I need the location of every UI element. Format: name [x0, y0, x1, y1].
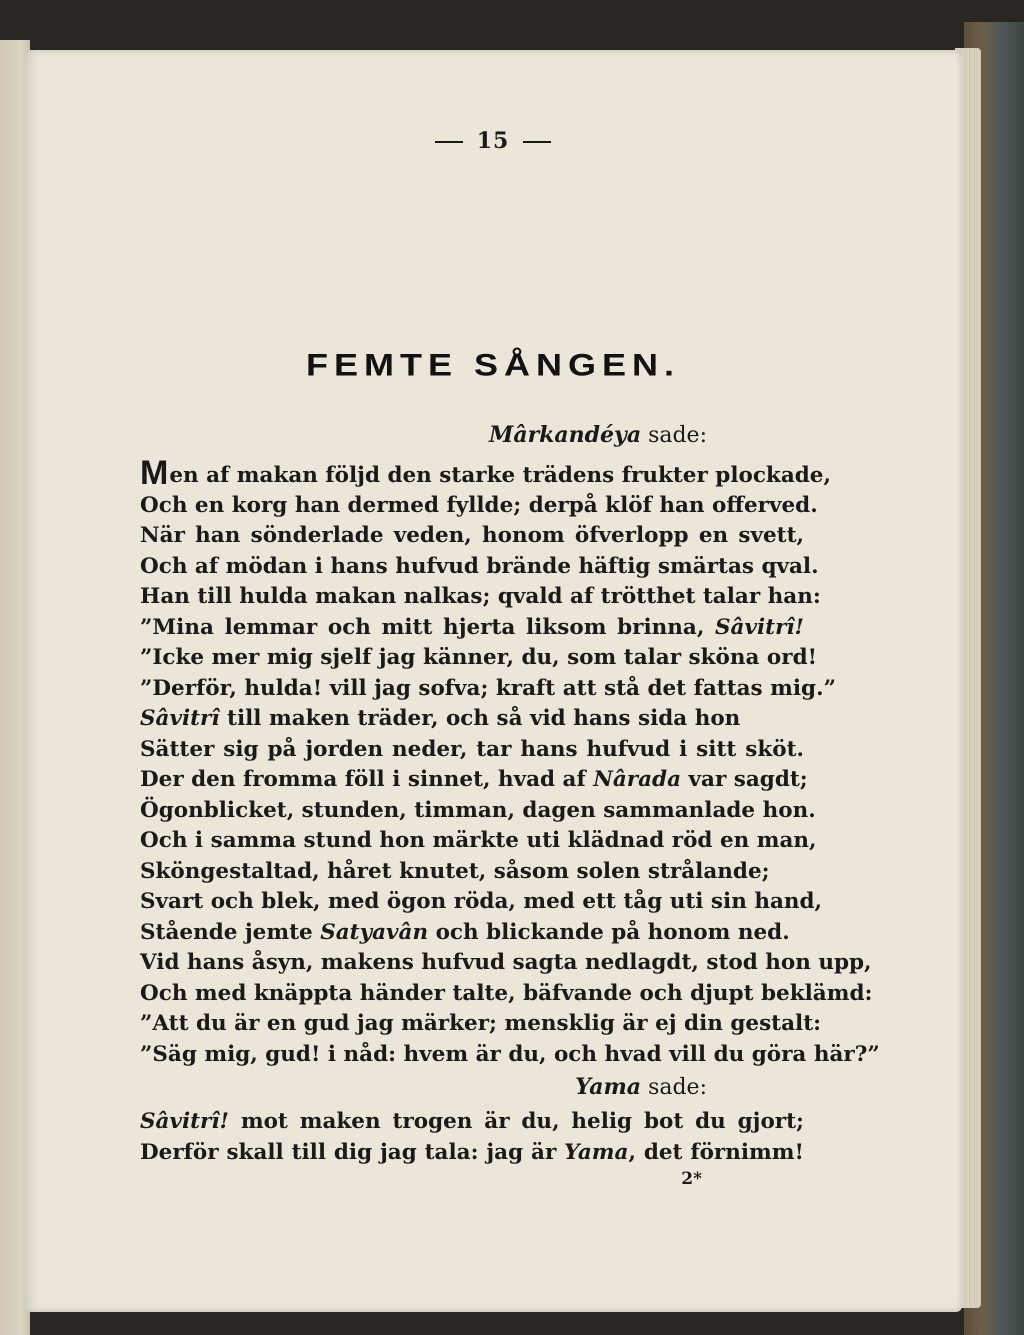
speaker-name: Yama — [575, 1074, 642, 1100]
verse-line-text: Derför skall till dig jag tala: jag är — [140, 1139, 565, 1165]
verse-line-text: , det förnimm! — [628, 1139, 804, 1165]
verse-block-2 — [140, 1107, 804, 1168]
page-number-dash-left — [435, 141, 463, 143]
verse-line-text: var sagdt; — [681, 767, 808, 792]
verse-line-22 — [140, 1138, 804, 1169]
book-page — [24, 50, 962, 1312]
verse-line-4: Och af mödan i hans hufvud brände häftig smärtas qval. — [140, 553, 819, 579]
verse-line-2: Och en korg han dermed fyllde; derpå klöf han offerved. — [140, 492, 818, 518]
verse-line-14: Sköngestaltad, håret knutet, såsom solen strålande; — [140, 858, 770, 884]
verse-line-20: ”Säg mig, gud! i nåd: hvem är du, och hvad vill du göra här?” — [140, 1041, 880, 1067]
verse-line-17: Vid hans åsyn, makens hufvud sagta nedlagdt, stod hon upp, — [140, 950, 872, 975]
verse-line-text: och blickande på honom ned. — [428, 919, 790, 945]
verse-line-text: Stående jemte — [140, 919, 321, 945]
speaker-suffix: sade: — [641, 1075, 707, 1100]
verse-line-16 — [140, 918, 804, 949]
verse-line-7: ”Icke mer mig sjelf jag känner, du, som talar sköna ord! — [140, 645, 818, 670]
verse-line-10: Sätter sig på jorden neder, tar hans hufvud i sitt sköt. — [140, 736, 804, 762]
verse-line-6 — [140, 613, 804, 644]
page-number-text: 15 — [476, 128, 510, 154]
verse-line-text: till maken träder, och så vid hans sida hon — [219, 706, 741, 731]
verse-line-text: Der den fromma föll i sinnet, hvad af — [140, 767, 594, 792]
verse-line-5: Han till hulda makan nalkas; qvald af trötthet talar han: — [140, 584, 821, 609]
verse-line-19: ”Att du är en gud jag märker; mensklig är ej din gestalt: — [140, 1011, 822, 1036]
verse-name-italic: Satyavân — [320, 919, 429, 945]
speaker-yama — [575, 1074, 707, 1100]
verse-line-text: mot maken trogen är du, helig bot du gjort; — [228, 1109, 804, 1134]
speaker-name: Mârkandéya — [488, 422, 642, 448]
verse-name-italic: Sâvitrî! — [140, 1109, 229, 1134]
verse-line-8: ”Derför, hulda! vill jag sofva; kraft att stå det fattas mig.” — [140, 675, 836, 701]
verse-block-1 — [140, 454, 880, 1070]
verse-name-italic: Nârada — [593, 767, 682, 792]
verse-line-18: Och med knäppta händer talte, bäfvande och djupt beklämd: — [140, 980, 873, 1006]
verse-line-text: en af makan följd den starke trädens frukter plockade, — [169, 463, 831, 488]
page-number-dash-right — [523, 141, 551, 143]
verse-line-21 — [140, 1107, 804, 1138]
drop-cap: M — [140, 454, 169, 492]
verse-line-11 — [140, 765, 808, 796]
page-number — [24, 128, 962, 154]
verse-line-3: När han sönderlade veden, honom öfverlopp en svett, — [140, 523, 804, 548]
verse-name-italic: Yama — [564, 1139, 629, 1165]
speaker-suffix: sade: — [641, 423, 707, 448]
chapter-heading: FEMTE SÅNGEN. — [305, 346, 680, 383]
verse-line-13: Och i samma stund hon märkte uti klädnad röd en man, — [140, 828, 817, 853]
signature-mark: 2* — [681, 1169, 702, 1189]
verse-line-text: ”Mina lemmar och mitt hjerta liksom brinna, — [140, 614, 716, 640]
verse-name-italic: Sâvitrî! — [715, 614, 804, 640]
verse-line-12: Ögonblicket, stunden, timman, dagen sammanlade hon. — [140, 797, 816, 823]
speaker-markandeya — [489, 422, 707, 448]
verse-line-9 — [140, 704, 804, 735]
verse-name-italic: Sâvitrî — [140, 706, 220, 731]
verse-line-15: Svart och blek, med ögon röda, med ett tåg uti sin hand, — [140, 889, 823, 914]
verse-line-1 — [140, 454, 831, 492]
